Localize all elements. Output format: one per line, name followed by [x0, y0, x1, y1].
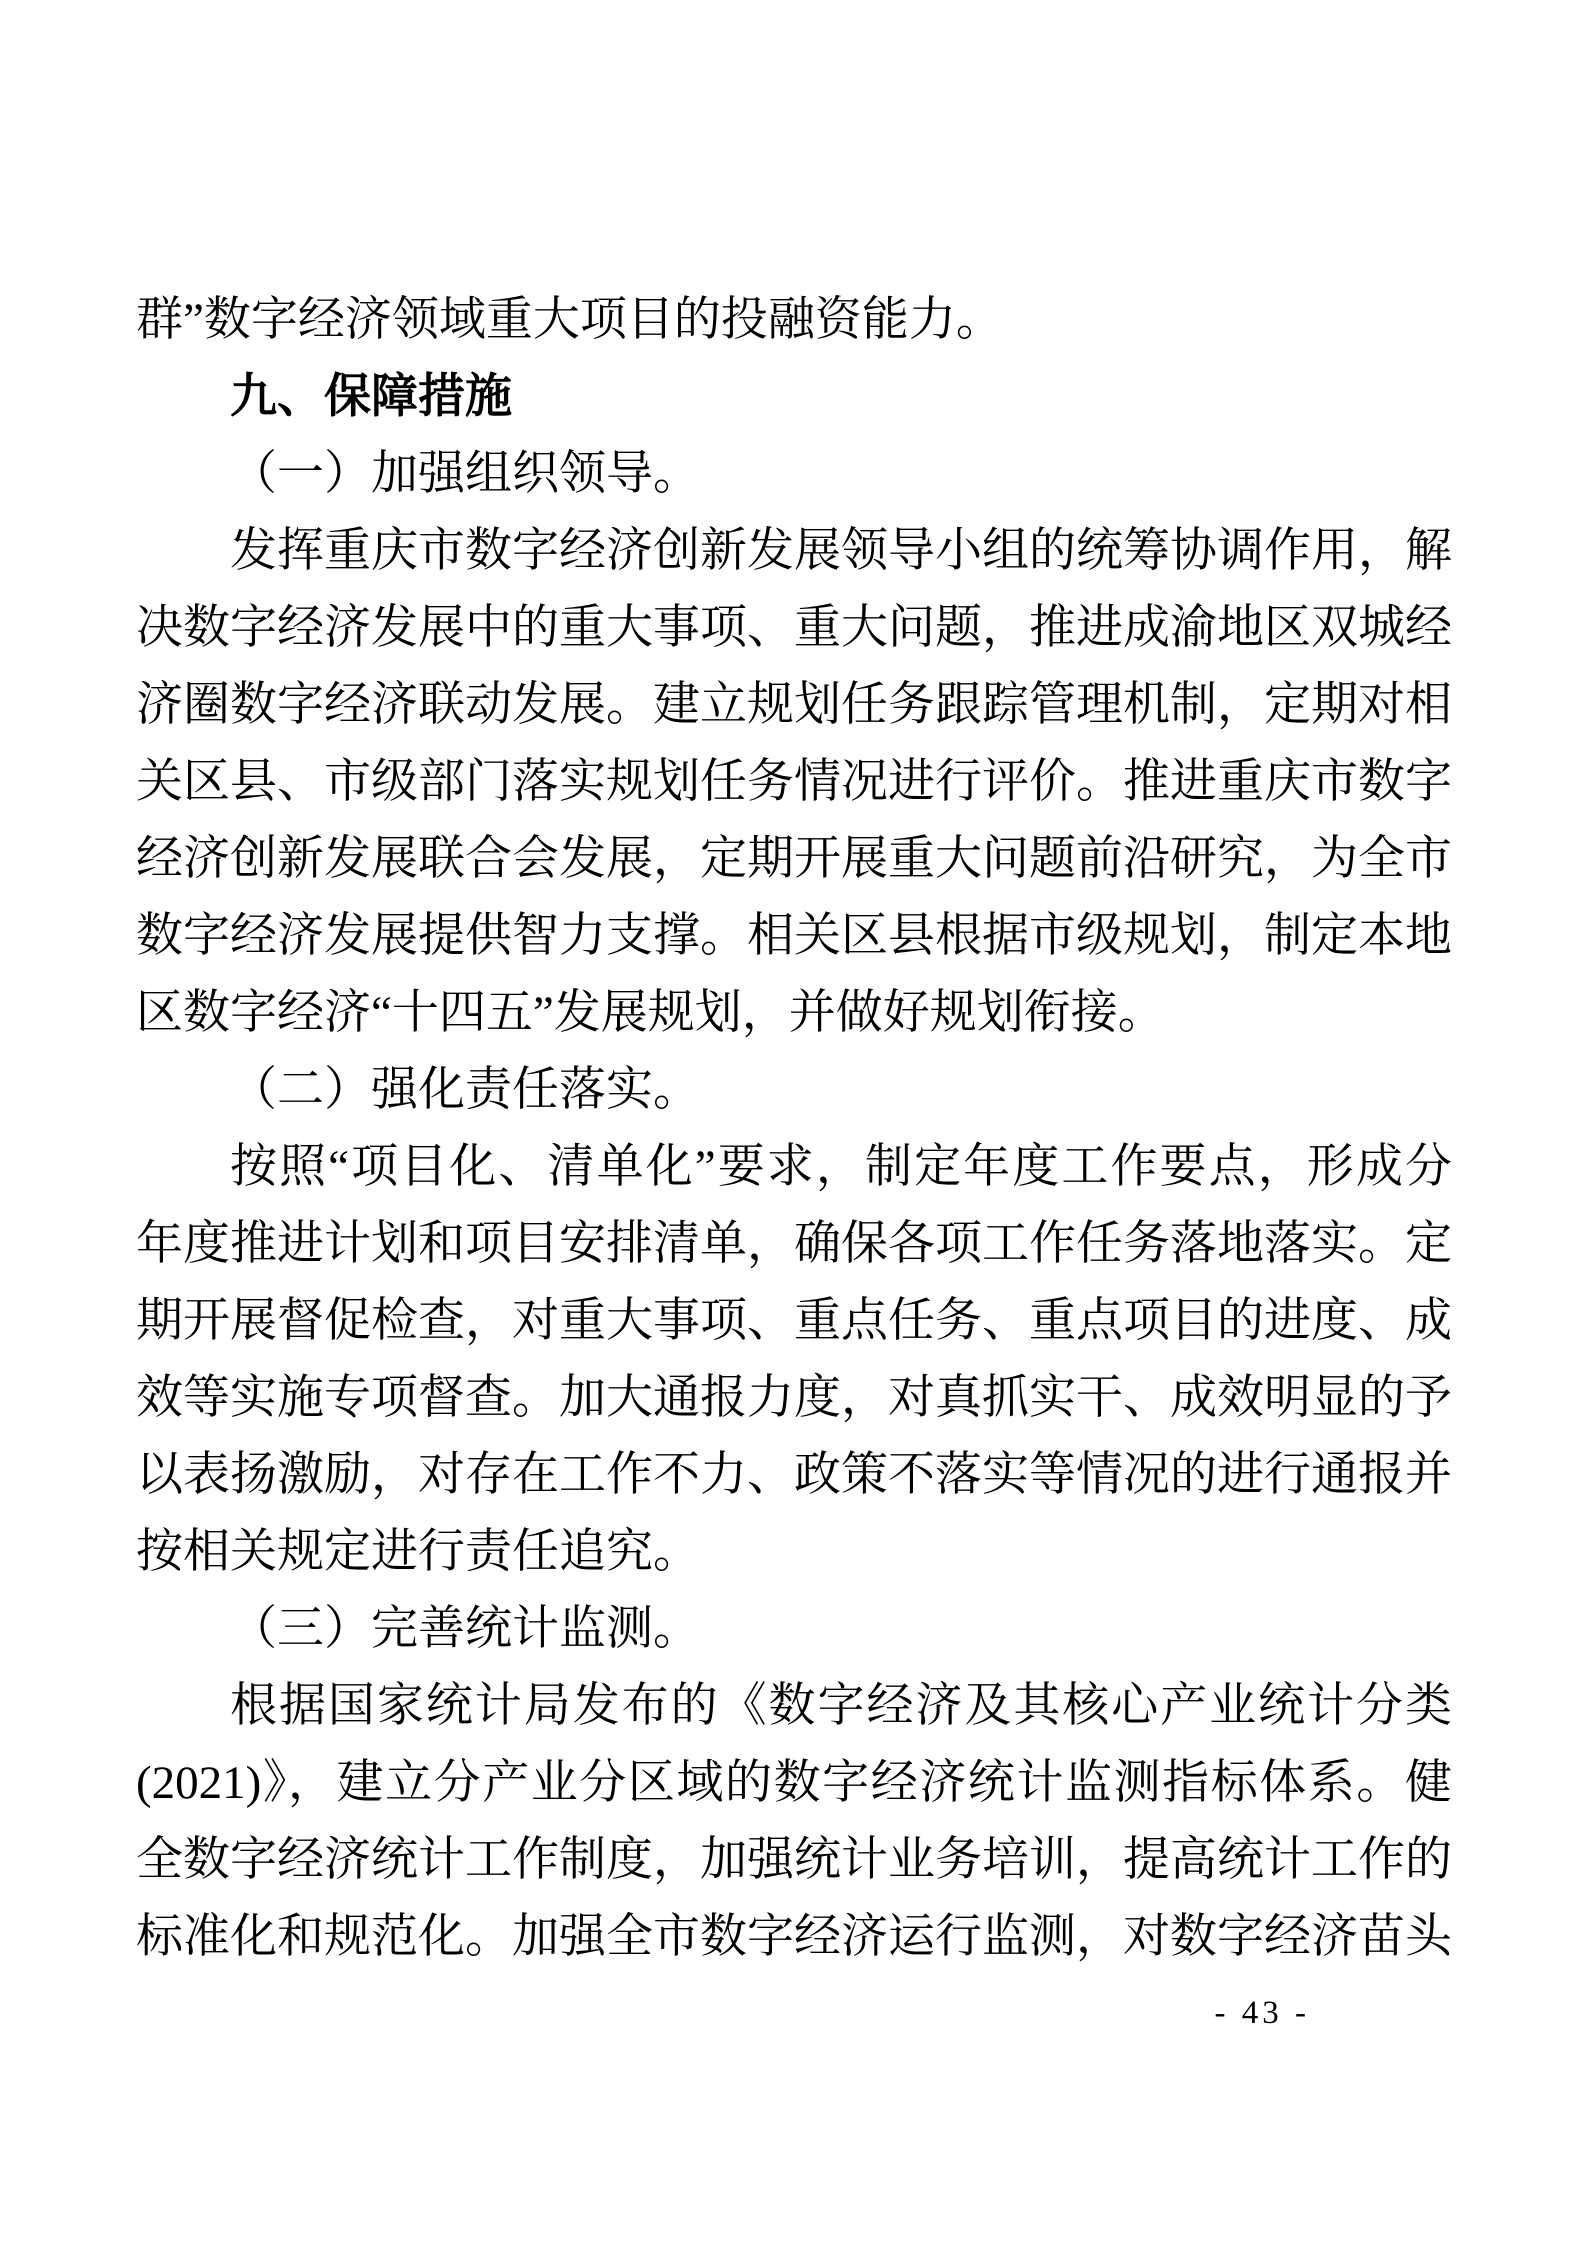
text-line: 济圈数字经济联动发展。建立规划任务跟踪管理机制，定期对相 — [136, 679, 1452, 731]
text-line: (2021)》，建立分产业分区域的数字经济统计监测指标体系。健 — [136, 1757, 1452, 1809]
text-line: 期开展督促检查，对重大事项、重点任务、重点项目的进度、成 — [136, 1295, 1452, 1347]
page-number: - 43 - — [1214, 1995, 1310, 2031]
text-line: 全数字经济统计工作制度，加强统计业务培训，提高统计工作的 — [136, 1834, 1452, 1886]
text-line: 按相关规定进行责任追究。 — [136, 1526, 700, 1578]
document-body — [136, 282, 1452, 1976]
text-line: 效等实施专项督查。加大通报力度，对真抓实干、成效明显的予 — [136, 1372, 1452, 1424]
text-line: 发挥重庆市数字经济创新发展领导小组的统筹协调作用，解 — [230, 525, 1452, 577]
text-line: 按照“项目化、清单化”要求，制定年度工作要点，形成分 — [230, 1141, 1452, 1193]
section-heading: 九、保障措施 — [230, 371, 512, 423]
subsection-heading: （三）完善统计监测。 — [230, 1603, 700, 1655]
text-line: 标准化和规范化。加强全市数字经济运行监测，对数字经济苗头 — [136, 1911, 1452, 1963]
text-line: 区数字经济“十四五”发展规划，并做好规划衔接。 — [136, 987, 1165, 1039]
text-line: 年度推进计划和项目安排清单，确保各项工作任务落地落实。定 — [136, 1218, 1452, 1270]
subsection-heading: （一）加强组织领导。 — [230, 448, 700, 500]
text-line: 群”数字经济领域重大项目的投融资能力。 — [136, 294, 1003, 346]
text-line: 经济创新发展联合会发展，定期开展重大问题前沿研究，为全市 — [136, 833, 1452, 885]
text-line: 以表扬激励，对存在工作不力、政策不落实等情况的进行通报并 — [136, 1449, 1452, 1501]
text-line: 根据国家统计局发布的《数字经济及其核心产业统计分类 — [230, 1680, 1452, 1732]
subsection-heading: （二）强化责任落实。 — [230, 1064, 700, 1116]
text-line: 决数字经济发展中的重大事项、重大问题，推进成渝地区双城经 — [136, 602, 1452, 654]
text-line: 数字经济发展提供智力支撑。相关区县根据市级规划，制定本地 — [136, 910, 1452, 962]
text-line: 关区县、市级部门落实规划任务情况进行评价。推进重庆市数字 — [136, 756, 1452, 808]
